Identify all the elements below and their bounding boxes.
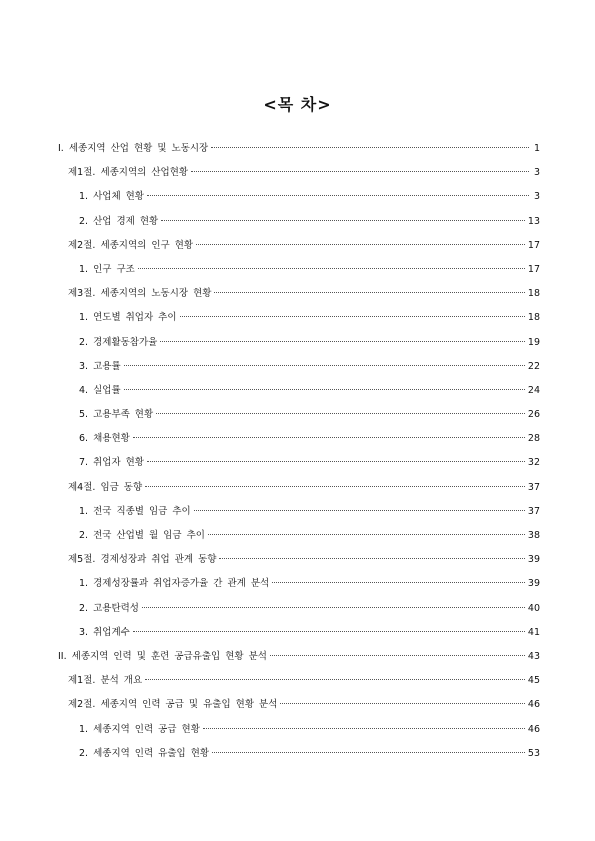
toc-entry-label: 2. 고용탄력성 [79, 602, 139, 614]
toc-entry-page-number: 40 [527, 602, 540, 614]
toc-entry-label: 제3절. 세종지역의 노동시장 현황 [68, 288, 212, 300]
toc-entry[interactable] [58, 551, 540, 575]
toc-entry-label: II. 세종지역 인력 및 훈련 공급유출입 현황 분석 [58, 650, 267, 662]
dot-leader [145, 679, 525, 680]
toc-entry-label: 2. 산업 경제 현황 [79, 215, 159, 227]
toc-entry-label: I. 세종지역 산업 현황 및 노동시장 [58, 143, 209, 154]
toc-entry-page-number: 13 [527, 215, 540, 227]
dot-leader [214, 292, 524, 293]
toc-entry[interactable] [58, 624, 540, 648]
dot-leader [138, 268, 525, 269]
toc-entry-label: 1. 세종지역 인력 공급 현황 [79, 723, 200, 735]
toc-entry-page-number: 17 [527, 263, 540, 275]
toc-entry-page-number: 3 [533, 191, 540, 203]
toc-entry[interactable] [58, 430, 540, 454]
toc-entry-page-number: 28 [527, 433, 540, 445]
toc-entry[interactable] [58, 285, 540, 309]
dot-leader [161, 220, 525, 221]
toc-entry[interactable] [58, 382, 540, 406]
toc-entry[interactable] [58, 358, 540, 382]
toc-entry-page-number: 53 [527, 747, 540, 759]
toc-entry-page-number: 3 [533, 167, 540, 179]
toc-entry-label: 3. 고용률 [79, 360, 121, 372]
dot-leader [147, 195, 529, 196]
dot-leader [219, 558, 524, 559]
toc-entry-page-number: 43 [527, 650, 540, 662]
dot-leader [133, 437, 525, 438]
dot-leader [124, 389, 525, 390]
dot-leader [280, 703, 525, 704]
toc-entry-page-number: 18 [527, 288, 540, 300]
toc-entry-page-number: 39 [527, 578, 540, 590]
toc-entry[interactable] [58, 648, 540, 672]
toc-entry-page-number: 46 [527, 699, 540, 711]
toc-entry[interactable] [58, 503, 540, 527]
toc-entry[interactable] [58, 721, 540, 745]
toc-entry-label: 제2절. 세종지역의 인구 현황 [68, 239, 194, 251]
toc-entry-label: 6. 채용현황 [79, 433, 130, 445]
toc-entry-page-number: 37 [527, 505, 540, 517]
toc-entry-page-number: 46 [527, 723, 540, 735]
toc-entry-label: 제1절. 분석 개요 [68, 675, 143, 687]
dot-leader [212, 752, 525, 753]
toc-entry-page-number: 41 [527, 626, 540, 638]
toc-entry[interactable] [58, 406, 540, 430]
toc-entry-page-number: 1 [533, 143, 540, 154]
toc-entry-label: 4. 실업률 [79, 384, 121, 396]
toc-entry[interactable] [58, 672, 540, 696]
toc-entry-label: 2. 경제활동참가율 [79, 336, 158, 348]
toc-entry-label: 1. 전국 직종별 임금 추이 [79, 505, 191, 517]
dot-leader [211, 147, 529, 148]
dot-leader [147, 461, 525, 462]
toc-entry-label: 제1절. 세종지역의 산업현황 [68, 167, 189, 179]
toc-entry-page-number: 38 [527, 530, 540, 541]
toc-entry[interactable] [58, 600, 540, 624]
toc-entry-page-number: 39 [527, 554, 540, 566]
toc-entry-label: 3. 취업계수 [79, 626, 130, 638]
dot-leader [160, 341, 525, 342]
toc-entry[interactable] [58, 479, 540, 503]
toc-entry[interactable] [58, 454, 540, 478]
dot-leader [145, 486, 525, 487]
dot-leader [142, 607, 525, 608]
toc-entry-page-number: 18 [527, 312, 540, 324]
toc-entry-label: 1. 경제성장률과 취업자증가율 간 관계 분석 [79, 578, 270, 590]
dot-leader [272, 582, 525, 583]
dot-leader [196, 244, 525, 245]
toc-entry-page-number: 19 [527, 336, 540, 348]
toc-entry-label: 5. 고용부족 현황 [79, 409, 154, 421]
toc-entry-label: 2. 세종지역 인력 유출입 현황 [79, 747, 210, 759]
toc-entry-page-number: 17 [527, 239, 540, 251]
table-of-contents [58, 140, 540, 769]
toc-entry-label: 제5절. 경제성장과 취업 관계 동향 [68, 554, 217, 566]
toc-entry-page-number: 26 [527, 409, 540, 421]
toc-entry-page-number: 24 [527, 384, 540, 396]
toc-entry-page-number: 32 [527, 457, 540, 469]
dot-leader [180, 316, 525, 317]
toc-entry[interactable] [58, 527, 540, 551]
toc-entry[interactable] [58, 164, 540, 188]
toc-entry-label: 제2절. 세종지역 인력 공급 및 유출입 현황 분석 [68, 699, 278, 711]
toc-entry-page-number: 37 [527, 481, 540, 493]
toc-entry[interactable] [58, 140, 540, 164]
dot-leader [156, 413, 525, 414]
toc-entry[interactable] [58, 261, 540, 285]
dot-leader [194, 510, 525, 511]
toc-entry-page-number: 22 [527, 360, 540, 372]
toc-entry[interactable] [58, 696, 540, 720]
toc-entry[interactable] [58, 213, 540, 237]
toc-entry[interactable] [58, 309, 540, 333]
page-title: <목 차> [263, 95, 332, 114]
toc-entry-label: 제4절. 임금 동향 [68, 481, 143, 493]
toc-entry[interactable] [58, 188, 540, 212]
toc-entry-page-number: 45 [527, 675, 540, 687]
toc-entry-label: 1. 사업체 현황 [79, 191, 144, 203]
dot-leader [208, 534, 525, 535]
toc-entry[interactable] [58, 237, 540, 261]
dot-leader [203, 728, 525, 729]
toc-entry-label: 7. 취업자 현황 [79, 457, 144, 469]
toc-entry[interactable] [58, 334, 540, 358]
toc-entry-label: 1. 인구 구조 [79, 263, 135, 275]
dot-leader [191, 171, 529, 172]
toc-entry[interactable] [58, 745, 540, 769]
dot-leader [270, 655, 525, 656]
toc-entry[interactable] [58, 575, 540, 599]
dot-leader [124, 365, 525, 366]
dot-leader [133, 631, 525, 632]
toc-entry-label: 1. 연도별 취업자 추이 [79, 312, 177, 324]
toc-entry-label: 2. 전국 산업별 월 임금 추이 [79, 530, 205, 541]
